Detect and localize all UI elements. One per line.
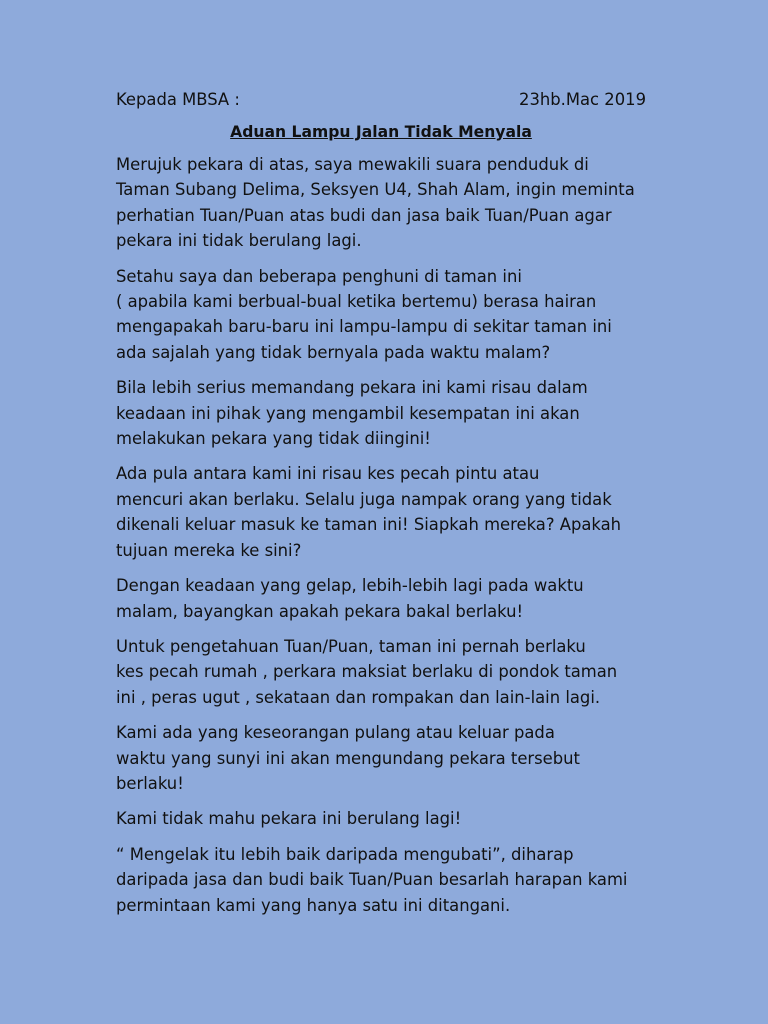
recipient: Kepada MBSA : (116, 90, 240, 109)
letter-title: Aduan Lampu Jalan Tidak Menyala (230, 123, 532, 141)
paragraph-7: Kami ada yang keseorangan pulang atau keluar pada waktu yang sunyi ini akan mengundang pekara tersebut berlaku! (116, 723, 580, 793)
paragraph-6: Untuk pengetahuan Tuan/Puan, taman ini pernah berlaku kes pecah rumah , perkara maksiat berlaku di pondok taman ini , peras ugut , sekataan dan rompakan dan lain-lain lagi. (116, 636, 618, 707)
paragraph-4: Ada pula antara kami ini risau kes pecah pintu atau mencuri akan berlaku. Selalu juga nampak orang yang tidak dikenali keluar masuk ke taman ini! Siapkah mereka? Apakah tujuan mereka ke sini? (116, 464, 622, 560)
paragraph-3: Bila lebih serius memandang pekara ini kami risau dalam keadaan ini pihak yang mengambil kesempatan ini akan melakukan pekara yang tidak diingini! (116, 378, 588, 449)
paragraph-9: “ Mengelak itu lebih baik daripada mengubati”, diharap daripada jasa dan budi baik Tuan/Puan besarlah harapan kami permintaan kami yang hanya satu ini ditangani. (116, 844, 628, 915)
letter-header (116, 87, 646, 113)
paragraph-1: Merujuk pekara di atas, saya mewakili suara penduduk di Taman Subang Delima, Seksyen U4, Shah Alam, ingin meminta perhatian Tuan/Puan atas budi dan jasa baik Tuan/Puan agar pekara ini tidak berulang lagi. (116, 155, 635, 251)
paragraph-5: Dengan keadaan yang gelap, lebih-lebih lagi pada waktu malam, bayangkan apakah pekara bakal berlaku! (116, 576, 584, 621)
paragraph-8: Kami tidak mahu pekara ini berulang lagi! (116, 809, 462, 829)
paragraph-2: Setahu saya dan beberapa penghuni di taman ini ( apabila kami berbual-bual ketika bertemu) berasa hairan mengapakah baru-baru ini lampu-lampu di sekitar taman ini ada sajalah yang tidak bernyala pada waktu malam? (116, 266, 612, 362)
letter-page (116, 87, 646, 928)
letter-date: 23hb.Mac 2019 (519, 90, 646, 109)
